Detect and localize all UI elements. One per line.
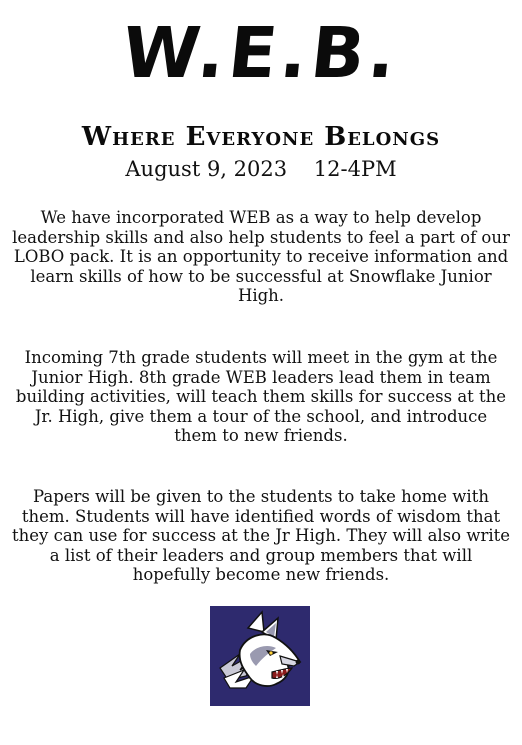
page-subtitle: Where Everyone Belongs — [81, 122, 441, 152]
page-title: W.E.B. — [118, 12, 404, 94]
wolf-mascot-icon — [210, 606, 310, 706]
paragraph-intro: We have incorporated WEB as a way to help develop leadership skills and also help students to feel a part of our LOBO pack. It is an opportunity to receive information and learn skills of how to be successful at Snowflake Junior High. — [12, 208, 510, 305]
paragraph-papers: Papers will be given to the students to take home with them. Students will have identified words of wisdom that they can use for success at the Jr High. They will also write a list of their leaders and group members that will hopefully become new friends. — [12, 487, 511, 584]
paragraph-details: Incoming 7th grade students will meet in the gym at the Junior High. 8th grade WEB leaders lead them in team building activities, will teach them skills for success at the Jr. High, give them a tour of the school, and introduce them to new friends. — [15, 348, 507, 445]
event-date-time: August 9, 2023 12-4PM — [125, 157, 397, 181]
